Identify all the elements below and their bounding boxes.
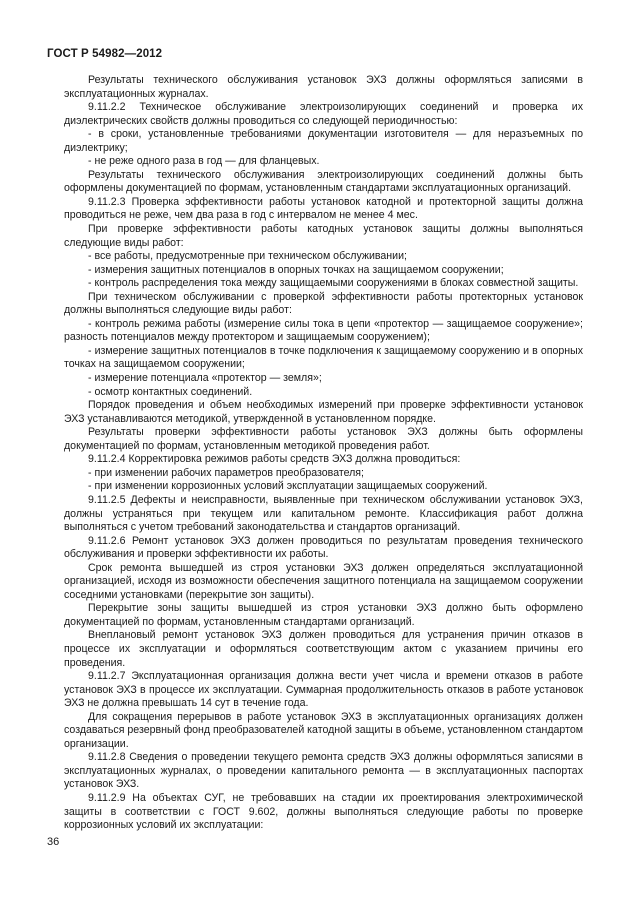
paragraph: - измерения защитных потенциалов в опорных точках на защищаемом сооружении; bbox=[88, 263, 504, 276]
paragraph: Результаты технического обслуживания установок ЭХЗ должны оформляться записями в эксплуатационных журналах. bbox=[64, 74, 583, 100]
paragraph: Срок ремонта вышедшей из строя установки ЭХЗ должен определяться эксплуатационной организацией, исходя из возможности обеспечения защитного потенциала на защищаемом сооружении соседними установками (перекрытие зон защиты). bbox=[64, 561, 583, 601]
paragraph: 9.11.2.5 Дефекты и неисправности, выявленные при техническом обслуживании установок ЭХЗ, должны устраняться при текущем или капитальном ремонте. Классификация работ должна выполняться с учетом требований законодательства и стандартов организаций. bbox=[64, 493, 583, 534]
paragraph: 9.11.2.9 На объектах СУГ, не требовавших на стадии их проектирования электрохимической защиты в соответствии с ГОСТ 9.602, должны выполняться следующие работы по проверке коррозионных условий их эксплуатации: bbox=[64, 791, 583, 832]
paragraph: - не реже одного раза в год — для фланцевых. bbox=[88, 155, 320, 168]
paragraph: 9.11.2.4 Корректировка режимов работы средств ЭХЗ должна проводиться: bbox=[88, 453, 461, 466]
paragraph: - измерение потенциала «протектор — земля»; bbox=[88, 372, 322, 385]
paragraph: 9.11.2.7 Эксплуатационная организация должна вести учет числа и времени отказов в работе установок ЭХЗ в процессе их эксплуатации. Суммарная продолжительность отказов в работе установок ЭХЗ не должна превышать 14 сут в течение года. bbox=[64, 670, 583, 710]
document-code-header: ГОСТ Р 54982—2012 bbox=[47, 48, 163, 60]
paragraph: - все работы, предусмотренные при техническом обслуживании; bbox=[88, 250, 407, 263]
paragraph: - при изменении коррозионных условий эксплуатации защищаемых сооружений. bbox=[88, 480, 488, 493]
paragraph: Результаты проверки эффективности работы установок ЭХЗ должны быть оформлены документацией по формам, установленным методикой проведения работ. bbox=[64, 426, 583, 452]
paragraph: - в сроки, установленные требованиями документации изготовителя — для неразъемных по диэлектрику; bbox=[64, 128, 583, 154]
paragraph: 9.11.2.6 Ремонт установок ЭХЗ должен проводиться по результатам проведения технического обслуживания и проверки эффективности их работы. bbox=[64, 534, 583, 561]
paragraph: - контроль режима работы (измерение силы тока в цепи «протектор — защищаемое сооружение»; разность потенциалов между протектором и защищаемым сооружением); bbox=[64, 317, 583, 344]
paragraph: 9.11.2.3 Проверка эффективности работы установок катодной и протекторной защиты должна проводиться не реже, чем два раза в год с интервалом не менее 4 мес. bbox=[64, 195, 583, 222]
paragraph: - осмотр контактных соединений. bbox=[88, 385, 253, 398]
paragraph: При техническом обслуживании с проверкой эффективности работы протекторных установок должны выполняться следующие виды работ: bbox=[64, 290, 583, 317]
paragraph: Внеплановый ремонт установок ЭХЗ должен проводиться для устранения причин отказов в процессе их эксплуатации и оформляться соответствующим актом с указанием причины его проведения. bbox=[64, 629, 583, 669]
paragraph: - при изменении рабочих параметров преобразователя; bbox=[88, 466, 364, 479]
paragraph: - контроль распределения тока между защищаемыми сооружениями в блоках совместной защиты. bbox=[88, 277, 579, 290]
paragraph: При проверке эффективности работы катодных установок защиты должны выполняться следующие виды работ: bbox=[64, 223, 583, 249]
paragraph: - измерение защитных потенциалов в точке подключения к защищаемому сооружению и в опорных точках на защищаемом сооружении; bbox=[64, 344, 583, 371]
paragraph: Результаты технического обслуживания электроизолирующих соединений должны быть оформлены документацией по формам, установленным стандартами эксплуатационных организаций. bbox=[64, 168, 583, 195]
page-number: 36 bbox=[47, 836, 60, 848]
paragraph: 9.11.2.8 Сведения о проведении текущего ремонта средств ЭХЗ должны оформляться записями в эксплуатационных журналах, о проведении капитального ремонта — в эксплуатационных паспортах установок ЭХЗ. bbox=[64, 751, 583, 791]
paragraph: Для сокращения перерывов в работе установок ЭХЗ в эксплуатационных организациях должен создаваться резервный фонд преобразователей катодной защиты в объеме, установленном стандартом организации. bbox=[64, 710, 583, 750]
paragraph: Перекрытие зоны защиты вышедшей из строя установки ЭХЗ должно быть оформлено документацией по формам, установленным стандартами организаций. bbox=[64, 602, 583, 628]
document-body bbox=[64, 74, 583, 833]
paragraph: 9.11.2.2 Техническое обслуживание электроизолирующих соединений и проверка их диэлектрических свойств должны проводиться со следующей периодичностью: bbox=[64, 101, 583, 127]
paragraph: Порядок проведения и объем необходимых измерений при проверке эффективности установок ЭХЗ устанавливаются методикой, утвержденной в установленном порядке. bbox=[64, 399, 583, 425]
